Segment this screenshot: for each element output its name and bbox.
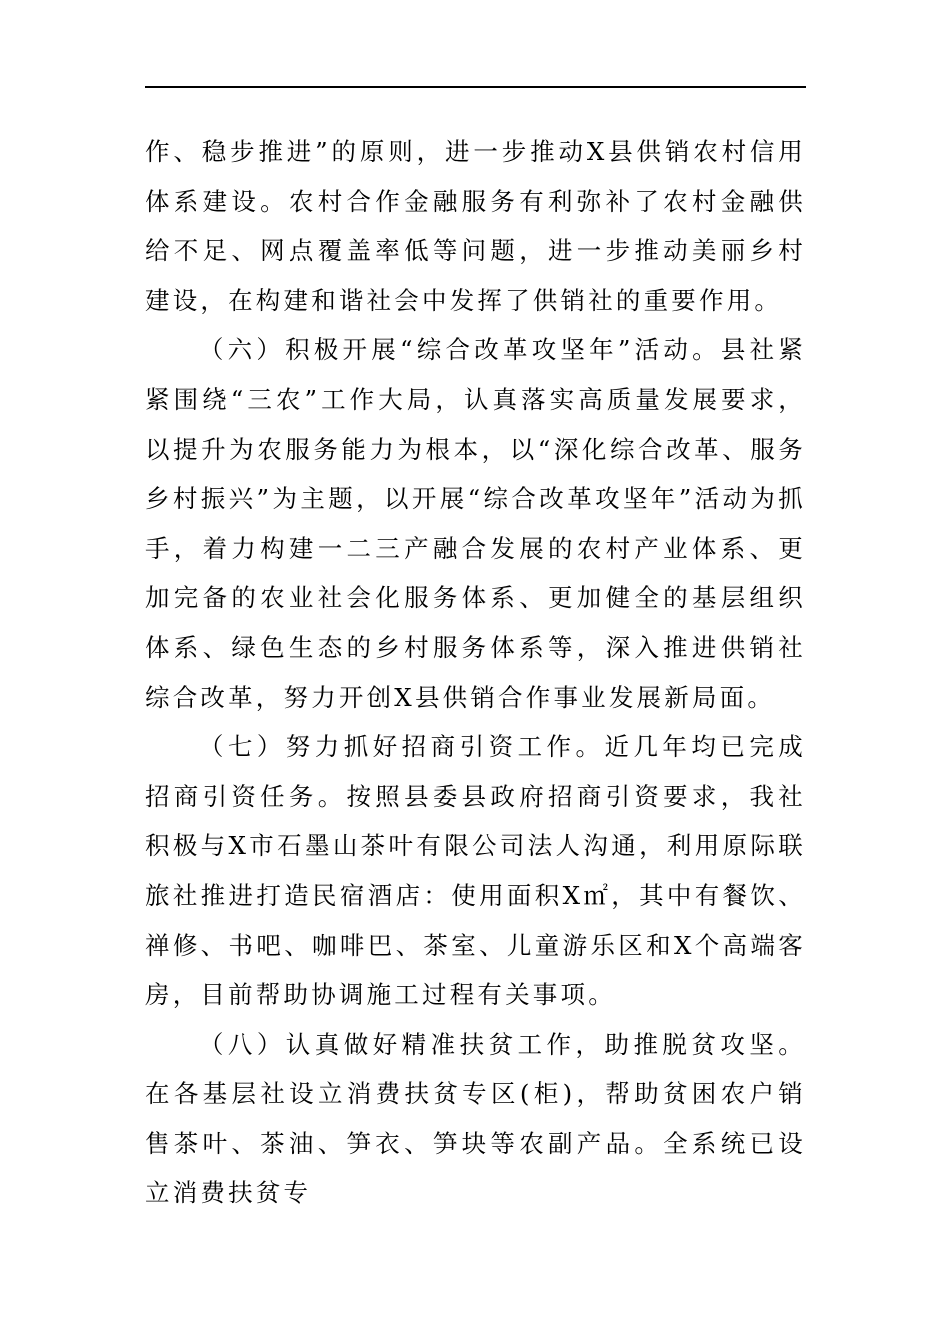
- paragraph-continuation: 作、稳步推进”的原则，进一步推动X县供销农村信用体系建设。农村合作金融服务有利弥补了农村金融供给不足、网点覆盖率低等问题，进一步推动美丽乡村建设，在构建和谐社会中发挥了供销社的重要作用。: [145, 137, 806, 315]
- document-body: [145, 127, 806, 1218]
- paragraph-section-8: （八）认真做好精准扶贫工作，助推脱贫攻坚。在各基层社设立消费扶贫专区(柜)，帮助贫困农户销售茶叶、茶油、笋衣、笋块等农副产品。全系统已设立消费扶贫专: [145, 1029, 806, 1208]
- paragraph-section-6: （六）积极开展“综合改革攻坚年”活动。县社紧紧围绕“三农”工作大局，认真落实高质量发展要求，以提升为农服务能力为根本，以“深化综合改革、服务乡村振兴”为主题，以开展“综合改革攻坚年”活动为抓手，着力构建一二三产融合发展的农村产业体系、更加完备的农业社会化服务体系、更加健全的基层组织体系、绿色生态的乡村服务体系等，深入推进供销社综合改革，努力开创X县供销合作事业发展新局面。: [145, 335, 806, 712]
- paragraph-section-7: （七）努力抓好招商引资工作。近几年均已完成招商引资任务。按照县委县政府招商引资要求，我社积极与X市石墨山茶叶有限公司法人沟通，利用原际联旅社推进打造民宿酒店：使用面积X㎡，其中有餐饮、禅修、书吧、咖啡巴、茶室、儿童游乐区和X个高端客房，目前帮助协调施工过程有关事项。: [145, 732, 806, 1010]
- header-rule: [145, 86, 806, 88]
